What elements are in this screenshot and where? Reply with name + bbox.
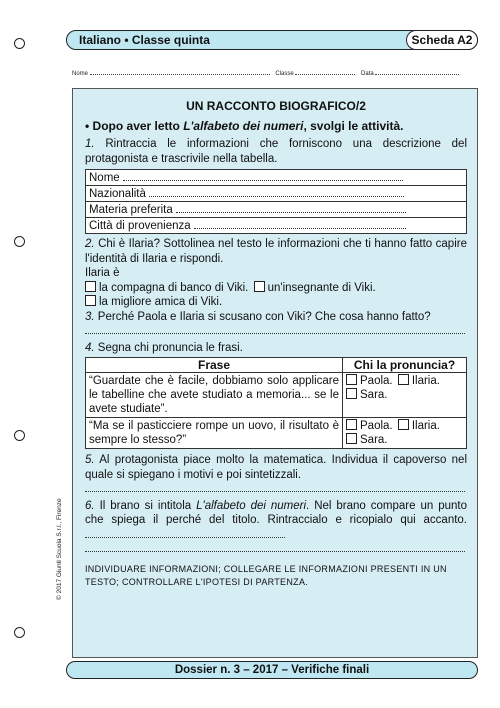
binder-hole-4 bbox=[14, 627, 25, 638]
table-row[interactable]: Materia preferita bbox=[86, 202, 467, 218]
checkbox[interactable] bbox=[85, 295, 96, 306]
table-row[interactable]: Nazionalità bbox=[86, 186, 467, 202]
answer-line[interactable] bbox=[85, 542, 467, 557]
speaker-table bbox=[85, 357, 467, 449]
worksheet-panel: UN RACCONTO BIOGRAFICO/2 • Dopo aver letto L'alfabeto dei numeri, svolgi le attività. 1. Rintraccia le informazioni che forniscono una descrizione del protagonista e trascrivile nella tabella. Nome Nazionalità Materia preferita Città di provenienza 2. Chi è Ilaria? Sottolinea nel testo le informazioni che ti hanno fatto capire l'identità di Ilaria e rispondi. Ilaria è la compagna di banco di Viki. un'insegnante di Viki. la migliore amica di Viki. 3. Perché Paola e Ilaria si scusano con Viki? Che cosa hanno fatto? 4. Segna chi pronuncia le frasi. Frase Chi la pronuncia? “Guardate che è facile, dobbiamo solo applicare le tabelline che avete studiato a memoria... se le avete studiate”. Paola. Ilaria. Sara. “Ma se il pasticciere rompe un uovo, il risultato è sempre lo stesso?” Paola. Ilaria. Sara. 5. Al protagonista piace molto la matematica. Individua il capoverso nel quale si spiegano i motivi e poi sintetizzali. 6. Il brano si intitola L'alfabeto dei numeri. Nel brano compare un punto che spiega il perché del titolo. Rintraccialo e ricopialo qui accanto. INDIVIDUARE INFORMAZIONI; COLLEGARE LE INFORMAZIONI PRESENTI IN UN TESTO; CONTROLLARE L'IPOTESI DI PARTENZA. bbox=[72, 88, 478, 658]
checkbox[interactable] bbox=[398, 419, 409, 430]
quote-1: “Guardate che è facile, dobbiamo solo applicare le tabelline che avete studiato a memoria... se le avete studiate”. bbox=[86, 373, 343, 418]
subject-title: Italiano • Classe quinta bbox=[79, 33, 210, 47]
question-5: 5. Al protagonista piace molto la matematica. Individua il capoverso nel quale si spiegano i motivi e poi sintetizzali. bbox=[85, 454, 468, 481]
table-row: “Ma se il pasticciere rompe un uovo, il risultato è sempre lo stesso?” Paola. Ilaria. Sara. bbox=[86, 418, 467, 449]
chi-header: Chi la pronuncia? bbox=[343, 358, 467, 373]
answer-line[interactable] bbox=[85, 324, 467, 339]
classe-field[interactable] bbox=[295, 68, 355, 75]
question-2: 2. Chi è Ilaria? Sottolinea nel testo le informazioni che ti hanno fatto capire l'identità di Ilaria e rispondi. bbox=[85, 238, 467, 265]
main-instruction: • Dopo aver letto L'alfabeto dei numeri, svolgi le attività. bbox=[85, 119, 404, 133]
checkbox[interactable] bbox=[346, 374, 357, 385]
worksheet-title: UN RACCONTO BIOGRAFICO/2 bbox=[186, 99, 366, 113]
question-4: 4. Segna chi pronuncia le frasi. bbox=[85, 341, 243, 354]
question-1: 1. Rintraccia le informazioni che forniscono una descrizione del protagonista e trascrivile nella tabella. bbox=[85, 138, 467, 165]
checkbox[interactable] bbox=[85, 281, 96, 292]
copyright-note: © 2017 Giunti Scuola S.r.l., Firenze bbox=[56, 498, 63, 600]
footer-bar: Dossier n. 3 – 2017 – Verifiche finali bbox=[66, 661, 478, 679]
learning-objectives: INDIVIDUARE INFORMAZIONI; COLLEGARE LE INFORMAZIONI PRESENTI IN UN TESTO; CONTROLLARE L'IPOTESI DI PARTENZA. bbox=[85, 563, 447, 587]
binder-hole-1 bbox=[14, 38, 25, 49]
question-6: 6. Il brano si intitola L'alfabeto dei numeri. Nel brano compare un punto che spiega il perché del titolo. Rintraccialo e ricopialo qui accanto. bbox=[85, 499, 467, 543]
scheda-label: Scheda A2 bbox=[406, 30, 478, 50]
checkbox[interactable] bbox=[398, 374, 409, 385]
binder-hole-2 bbox=[14, 236, 25, 247]
frase-header: Frase bbox=[86, 358, 343, 373]
data-field[interactable] bbox=[375, 68, 459, 75]
answer-line[interactable] bbox=[85, 482, 467, 497]
checkbox[interactable] bbox=[254, 281, 265, 292]
protagonist-table bbox=[85, 169, 467, 234]
table-row: “Guardate che è facile, dobbiamo solo applicare le tabelline che avete studiato a memoria... se le avete studiate”. Paola. Ilaria. Sara. bbox=[86, 373, 467, 418]
table-row[interactable]: Nome bbox=[86, 170, 467, 186]
question-2-lead: Ilaria è bbox=[85, 267, 120, 279]
classe-label: Classe bbox=[275, 71, 294, 77]
student-fields bbox=[72, 68, 478, 77]
question-3: 3. Perché Paola e Ilaria si scusano con Viki? Che cosa hanno fatto? bbox=[85, 310, 431, 323]
question-2-options: la compagna di banco di Viki. un'insegnante di Viki. bbox=[85, 281, 467, 296]
header-bar bbox=[66, 30, 478, 50]
checkbox[interactable] bbox=[346, 388, 357, 399]
nome-label: Nome bbox=[72, 71, 89, 77]
data-label: Data bbox=[361, 71, 374, 77]
checkbox[interactable] bbox=[346, 419, 357, 430]
table-row[interactable]: Città di provenienza bbox=[86, 218, 467, 234]
binder-hole-3 bbox=[14, 430, 25, 441]
checkbox[interactable] bbox=[346, 433, 357, 444]
nome-field[interactable] bbox=[90, 68, 270, 75]
quote-2: “Ma se il pasticciere rompe un uovo, il risultato è sempre lo stesso?” bbox=[86, 418, 343, 449]
